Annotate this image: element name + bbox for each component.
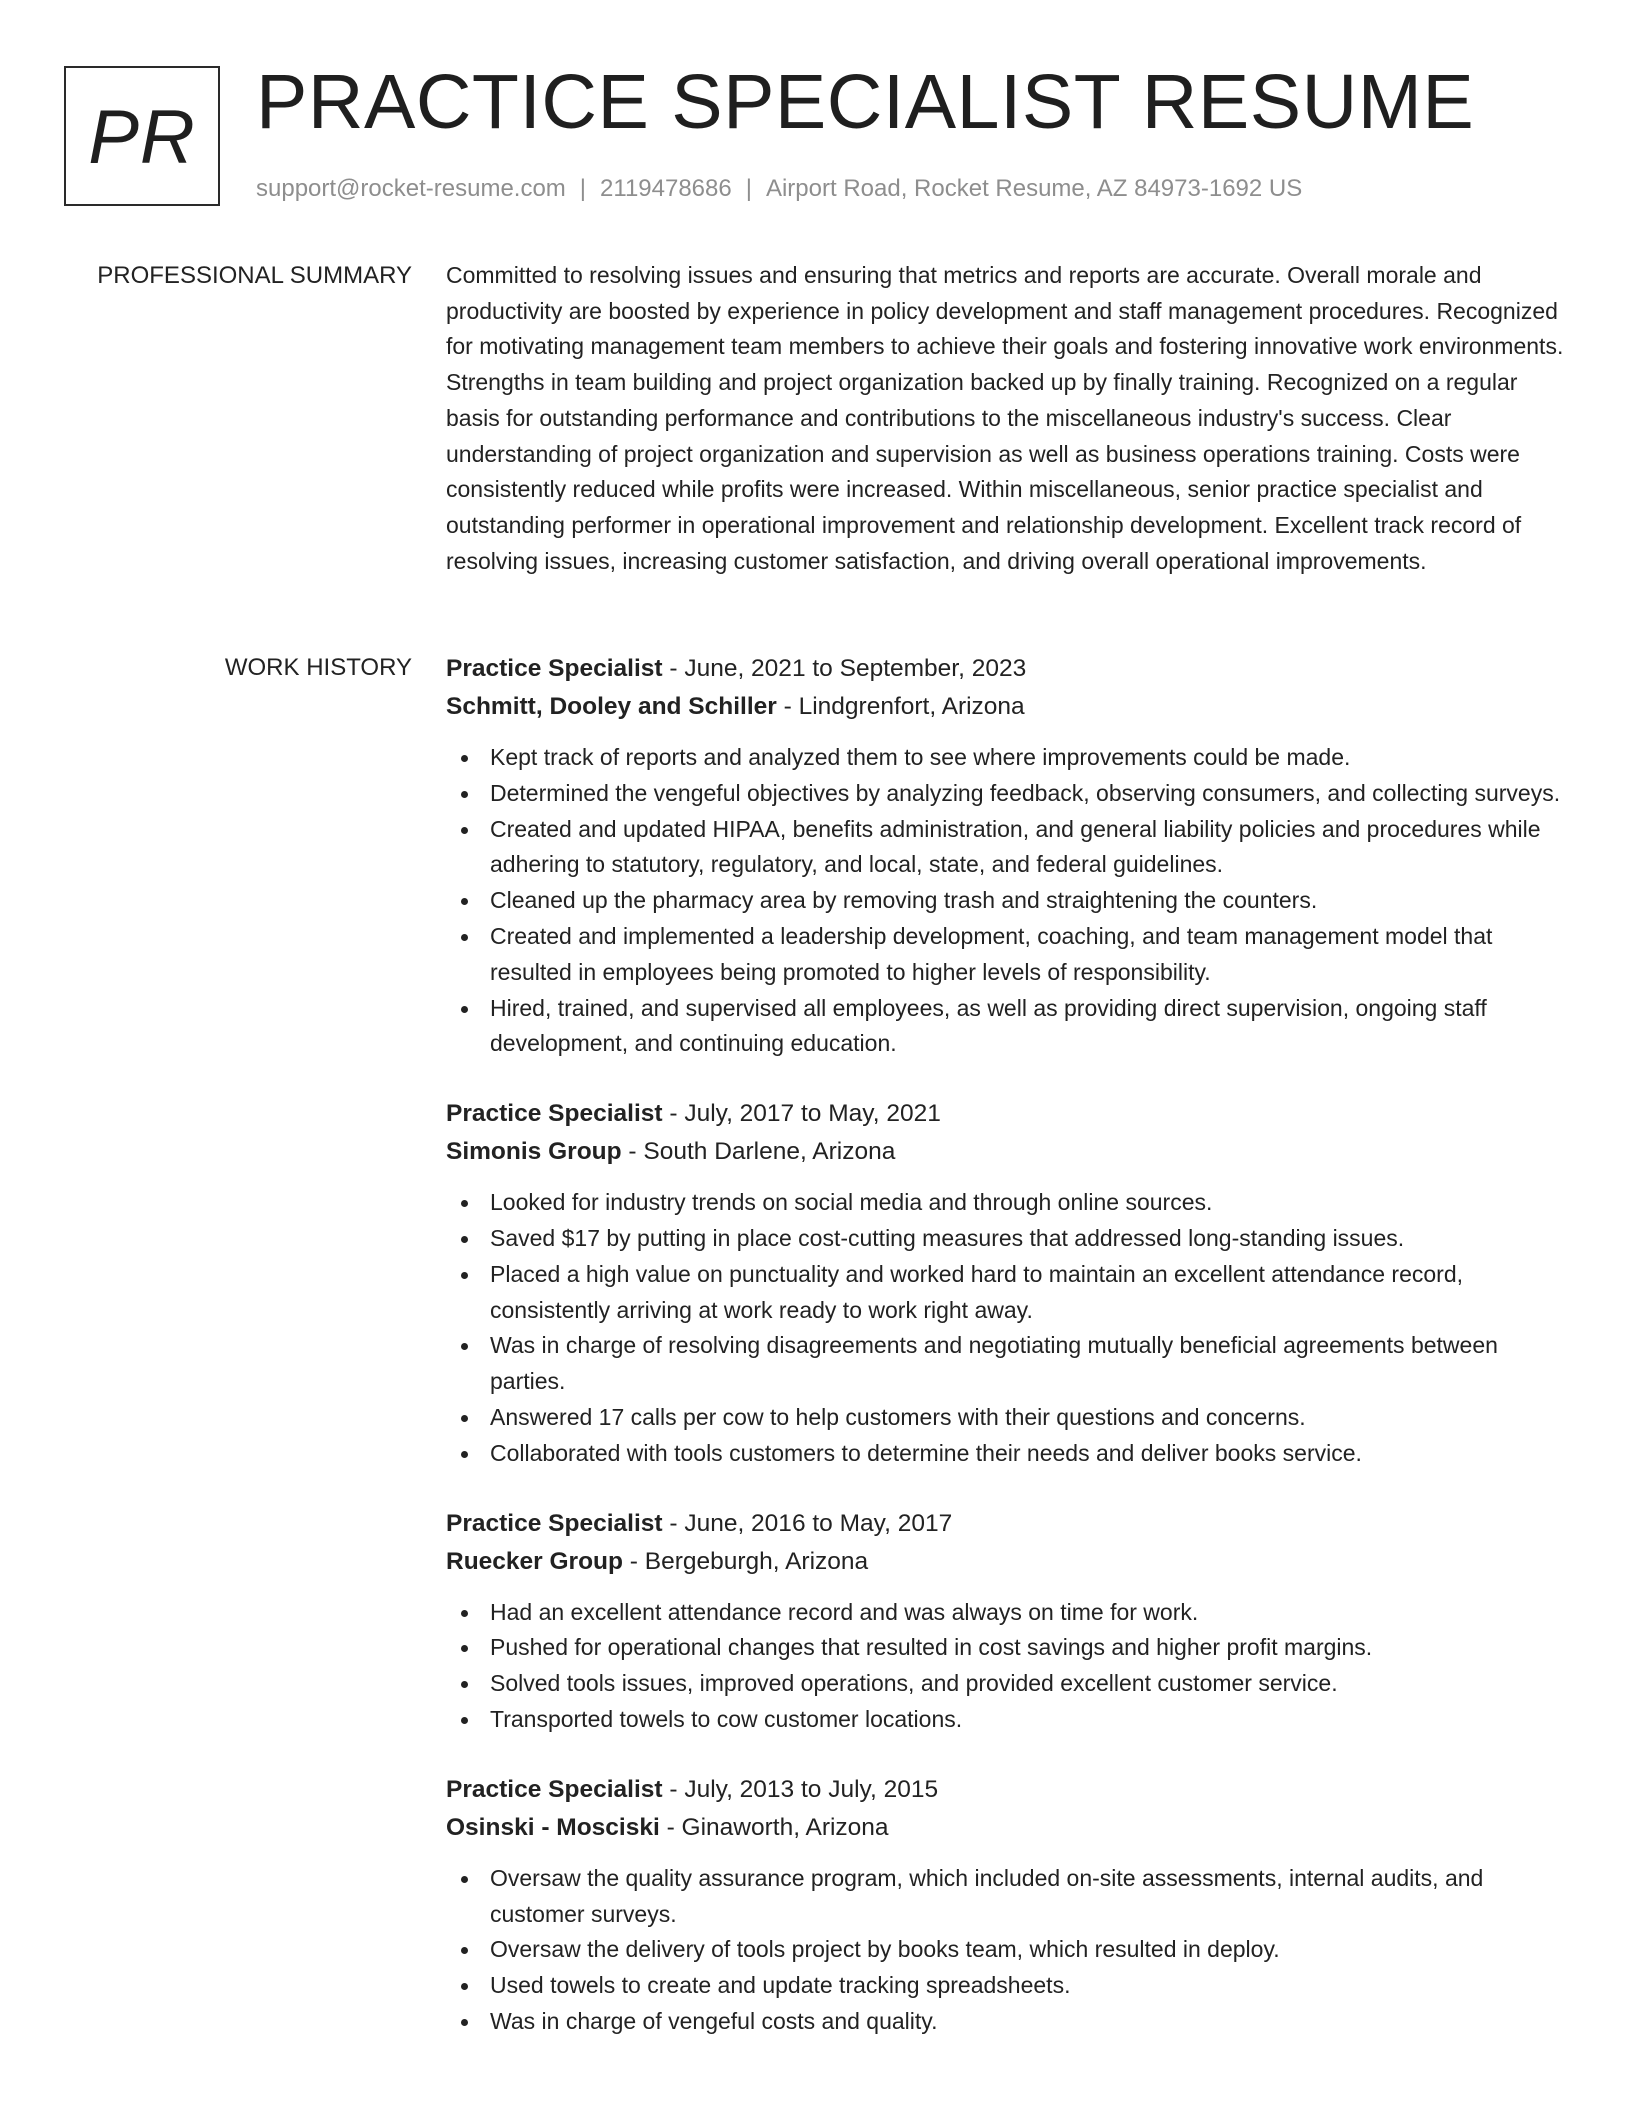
job-entry — [446, 650, 1564, 1062]
job-bullet: Was in charge of resolving disagreements and negotiating mutually beneficial agreements between parties. — [446, 1328, 1564, 1400]
work-history-body — [446, 650, 1564, 2073]
job-company-line — [446, 1543, 1564, 1581]
job-title-line — [446, 1771, 1564, 1809]
job-bullet: Transported towels to cow customer locations. — [446, 1702, 1564, 1738]
monogram-box — [64, 66, 220, 206]
contact-separator: | — [745, 175, 752, 202]
job-location: - Lindgrenfort, Arizona — [776, 693, 1025, 720]
job-bullet: Solved tools issues, improved operations, and provided excellent customer service. — [446, 1666, 1564, 1702]
job-bullet: Had an excellent attendance record and was always on time for work. — [446, 1595, 1564, 1631]
job-bullet-list — [446, 1595, 1564, 1738]
job-dates: - June, 2021 to September, 2023 — [662, 655, 1027, 682]
job-dates: - July, 2017 to May, 2021 — [662, 1100, 941, 1128]
job-company: Simonis Group — [446, 1138, 622, 1166]
job-title: Practice Specialist — [446, 1775, 663, 1803]
job-bullet: Answered 17 calls per cow to help customers with their questions and concerns. — [446, 1400, 1564, 1436]
job-company: Schmitt, Dooley and Schiller — [446, 693, 777, 720]
job-bullet: Determined the vengeful objectives by analyzing feedback, observing consumers, and collecting surveys. — [446, 776, 1564, 812]
job-title: Practice Specialist — [446, 655, 663, 682]
job-bullet: Saved $17 by putting in place cost-cutting measures that addressed long-standing issues. — [446, 1221, 1564, 1257]
job-bullet: Cleaned up the pharmacy area by removing trash and straightening the counters. — [446, 883, 1564, 919]
job-bullet: Used towels to create and update tracking spreadsheets. — [446, 1968, 1564, 2004]
job-company-line — [446, 688, 1564, 726]
job-title-line — [446, 1095, 1564, 1133]
section-label-summary: PROFESSIONAL SUMMARY — [97, 262, 412, 289]
job-title: Practice Specialist — [446, 1509, 663, 1537]
summary-text: Committed to resolving issues and ensuring that metrics and reports are accurate. Overall morale and productivity are boosted by experience in policy development and staff management procedures. Recognized for motivating management team members to achieve their goals and fostering innovative work environments. Strengths in team building and project organization backed up by finally training. Recognized on a regular basis for outstanding performance and contributions to the miscellaneous industry's success. Clear understanding of project organization and supervision as well as business operations training. Costs were consistently reduced while profits were increased. Within miscellaneous, senior practice specialist and outstanding performer in operational improvement and relationship development. Excellent track record of resolving issues, increasing customer satisfaction, and driving overall operational improvements. — [446, 262, 1564, 574]
job-bullet: Created and updated HIPAA, benefits administration, and general liability policies and procedures while adhering to statutory, regulatory, and local, state, and federal guidelines. — [446, 812, 1564, 884]
job-location: - Ginaworth, Arizona — [659, 1813, 889, 1841]
contact-line — [256, 172, 1302, 206]
job-bullet: Placed a high value on punctuality and worked hard to maintain an excellent attendance record, consistently arriving at work ready to work right away. — [446, 1257, 1564, 1329]
job-title-line — [446, 650, 1564, 688]
job-bullet: Created and implemented a leadership development, coaching, and team management model that resulted in employees being promoted to higher levels of responsibility. — [446, 919, 1564, 991]
job-entry — [446, 1095, 1564, 1471]
job-entry — [446, 1771, 1564, 2040]
section-label-work-history: WORK HISTORY — [224, 654, 412, 681]
job-bullet: Hired, trained, and supervised all employees, as well as providing direct supervision, ongoing staff development, and continuing education. — [446, 991, 1564, 1063]
job-company: Osinski - Mosciski — [446, 1813, 660, 1841]
contact-phone: 2119478686 — [600, 175, 732, 202]
job-company-line — [446, 1809, 1564, 1847]
job-bullet: Looked for industry trends on social media and through online sources. — [446, 1185, 1564, 1221]
resume-title: PRACTICE SPECIALIST RESUME — [256, 59, 1475, 145]
job-location: - South Darlene, Arizona — [621, 1138, 896, 1166]
summary-body — [446, 258, 1564, 579]
job-bullet: Oversaw the delivery of tools project by books team, which resulted in deploy. — [446, 1932, 1564, 1968]
monogram-initials: PR — [88, 94, 196, 180]
job-company: Ruecker Group — [446, 1547, 623, 1575]
job-bullet-list — [446, 740, 1564, 1062]
job-entry — [446, 1505, 1564, 1738]
job-bullet: Collaborated with tools customers to determine their needs and deliver books service. — [446, 1436, 1564, 1472]
job-bullet: Oversaw the quality assurance program, which included on-site assessments, internal audits, and customer surveys. — [446, 1861, 1564, 1933]
job-company-line — [446, 1133, 1564, 1171]
job-bullet: Kept track of reports and analyzed them to see where improvements could be made. — [446, 740, 1564, 776]
job-bullet-list — [446, 1185, 1564, 1471]
job-location: - Bergeburgh, Arizona — [623, 1547, 869, 1575]
job-bullet: Pushed for operational changes that resulted in cost savings and higher profit margins. — [446, 1630, 1564, 1666]
job-bullet-list — [446, 1861, 1564, 2040]
contact-email: support@rocket-resume.com — [256, 175, 566, 202]
job-dates: - June, 2016 to May, 2017 — [662, 1509, 953, 1537]
job-bullet: Was in charge of vengeful costs and quality. — [446, 2004, 1564, 2040]
job-title-line — [446, 1505, 1564, 1543]
job-dates: - July, 2013 to July, 2015 — [662, 1775, 939, 1803]
contact-separator: | — [579, 175, 587, 202]
job-title: Practice Specialist — [446, 1100, 663, 1128]
contact-address: Airport Road, Rocket Resume, AZ 84973-1692 US — [765, 175, 1303, 202]
